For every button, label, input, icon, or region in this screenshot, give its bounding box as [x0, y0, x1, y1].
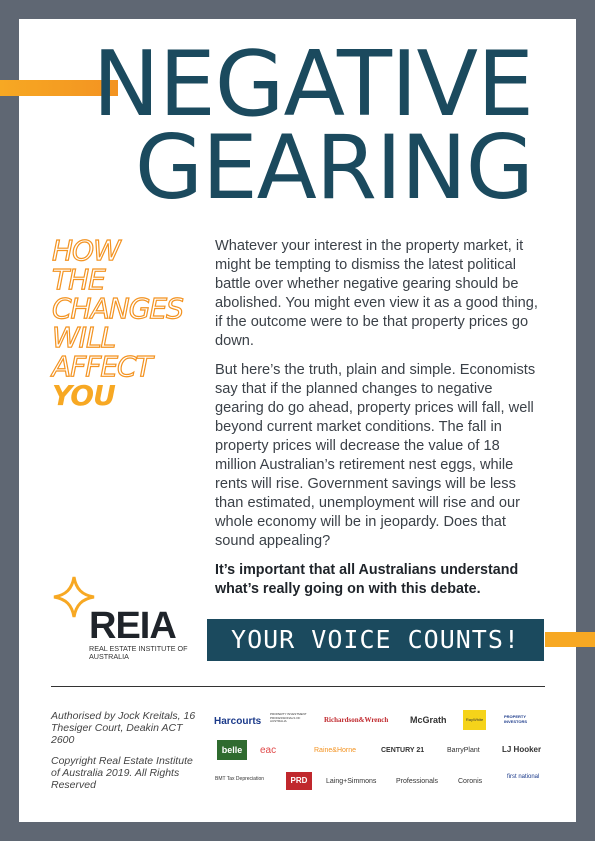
pipa-logo: PROPERTY INVESTMENT PROFESSIONALS OF AUSTRALIA: [270, 712, 307, 724]
logo-wordmark: REIA: [89, 605, 176, 647]
headline-line2: GEARING: [134, 116, 533, 219]
subheading-word: WILL: [52, 321, 116, 354]
century21-logo: CENTURY 21: [381, 747, 425, 754]
subheading-word-emphasis: YOU: [52, 379, 115, 412]
paragraph: But here’s the truth, plain and simple. Economists say that if the planned changes to negative gearing do go ahead, property prices will fall, well beyond current market conditions. The fall in property prices will decrease the value of 18 million Australian’s retirement nest eggs, while rents will rise. Government savings will be less than estimated, unemployment will rise and our whole economy will be in jeopardy. Does that sound appealing?: [215, 362, 536, 549]
subheading: [52, 236, 183, 410]
authorised-by: Authorised by Jock Kreitals, 16 Thesiger Court, Deakin ACT 2600: [51, 710, 196, 746]
logo-subtitle: REAL ESTATE INSTITUTE OF AUSTRALIA: [89, 644, 188, 661]
lj-hooker-logo: LJ Hooker: [502, 745, 542, 754]
laing-simmons-logo: Laing+Simmons: [326, 778, 377, 785]
belle-logo: belle: [217, 740, 247, 760]
bmt-logo: BMT Tax Depreciation: [215, 776, 265, 782]
coronis-logo: Coronis: [458, 778, 483, 785]
barry-plant-logo: BarryPlant: [447, 747, 480, 754]
cta-banner: YOUR VOICE COUNTS!: [207, 619, 544, 661]
orange-accent-bar-right: [545, 632, 595, 647]
headline-line1: NEGATIVE: [92, 32, 533, 137]
divider: [51, 686, 545, 687]
mcgrath-logo: McGrath: [410, 715, 447, 725]
paragraph-emphasis: It’s important that all Australians understand what’s really going on with this debate.: [215, 562, 519, 597]
prd-logo: PRD: [286, 772, 312, 790]
piaa-logo: PROPERTY INVESTORS: [504, 714, 528, 724]
copyright: Copyright Real Estate Institute of Australia 2019. All Rights Reserved: [51, 755, 193, 791]
first-national-logo: first national: [507, 774, 540, 780]
professionals-logo: Professionals: [396, 778, 439, 785]
subheading-word: THE: [52, 263, 105, 296]
raine-horne-logo: Raine&Horne: [314, 747, 357, 754]
subheading-word: AFFECT: [52, 350, 152, 383]
richardson-wrench-logo: Richardson&Wrench: [324, 716, 389, 724]
subheading-word: HOW: [52, 234, 120, 267]
ray-white-logo: RayWhite: [463, 710, 486, 730]
body-text: [215, 237, 545, 609]
paragraph: Whatever your interest in the property market, it might be tempting to dismiss the latest political battle over whether negative gearing should be abolished. You might even view it as a good thing, if the outcome were to be that property prices go down.: [215, 238, 538, 349]
eac-logo: eac: [260, 745, 277, 756]
harcourts-logo: Harcourts: [214, 716, 262, 727]
subheading-word: CHANGES: [52, 292, 183, 325]
authorisation-text: [51, 710, 201, 800]
